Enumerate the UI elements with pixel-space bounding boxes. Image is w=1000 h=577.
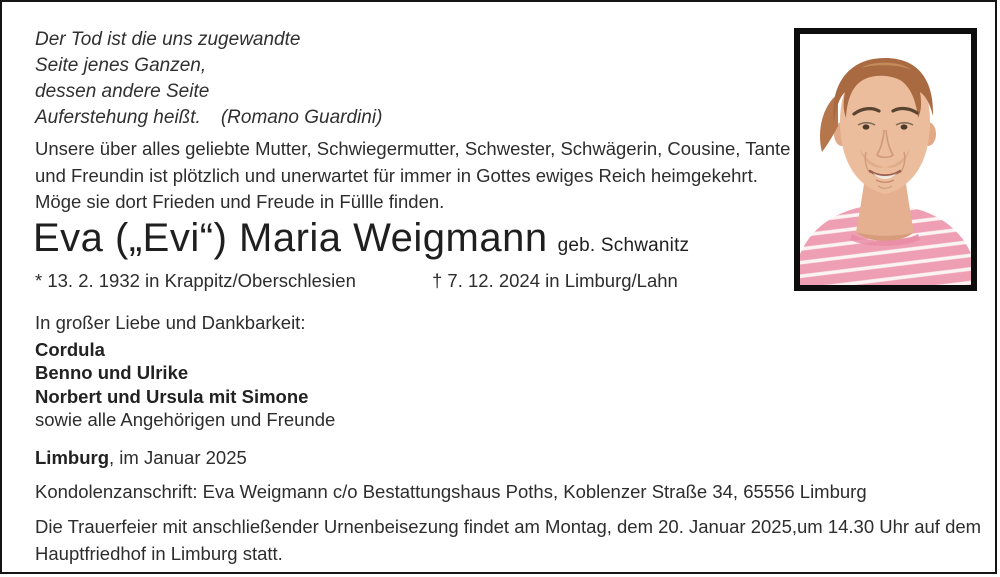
deceased-name: Eva („Evi“) Maria Weigmann: [33, 216, 548, 260]
deceased-name-heading: [33, 213, 689, 271]
birth-date: * 13. 2. 1932 in Krappitz/Oberschlesien: [35, 270, 356, 291]
mourners-block: [35, 311, 335, 432]
portrait-illustration: [800, 34, 971, 285]
intro-line: und Freundin ist plötzlich und unerwartet für immer in Gottes ewiges Reich heimgekehrt.: [35, 164, 758, 186]
quote-line: dessen andere Seite: [35, 81, 210, 102]
mourners-outro: sowie alle Angehörigen und Freunde: [35, 409, 336, 431]
date-text: , im Januar 2025: [109, 447, 247, 468]
mourners-intro: In großer Liebe und Dankbarkeit:: [35, 312, 306, 333]
quote-attribution: (Romano Guardini): [220, 107, 383, 128]
place-and-date: [35, 447, 247, 469]
funeral-line: Hauptfriedhof in Limburg statt.: [35, 543, 283, 564]
quote-line: Seite jenes Ganzen,: [35, 55, 207, 76]
mourner-name: Norbert und Ursula mit Simone: [35, 385, 309, 407]
quote-block: [35, 27, 382, 131]
portrait-photo: [794, 28, 977, 291]
funeral-line: Die Trauerfeier mit anschließender Urnenbeisezung findet am Montag, dem 20. Januar 2025,um 14.30 Uhr auf dem: [35, 516, 982, 537]
life-dates: [35, 270, 678, 292]
death-date: † 7. 12. 2024 in Limburg/Lahn: [432, 270, 678, 291]
intro-paragraph: [35, 136, 790, 216]
place-name: Limburg: [35, 447, 109, 468]
intro-line: Unsere über alles geliebte Mutter, Schwiegermutter, Schwester, Schwägerin, Cousine, Tante: [35, 138, 791, 159]
mourner-name: Cordula: [35, 338, 105, 360]
maiden-name: geb. Schwanitz: [557, 235, 690, 256]
mourner-name: Benno und Ulrike: [35, 362, 189, 384]
quote-last-line: [35, 105, 382, 131]
intro-line: Möge sie dort Frieden und Freude in Füllle finden.: [35, 191, 445, 212]
quote-line: Auferstehung heißt.: [35, 107, 201, 128]
quote-line: Der Tod ist die uns zugewandte: [35, 29, 301, 50]
funeral-info: [35, 513, 981, 567]
condolence-address: Kondolenzanschrift: Eva Weigmann c/o Bestattungshaus Poths, Koblenzer Straße 34, 65556 Limburg: [35, 481, 867, 502]
